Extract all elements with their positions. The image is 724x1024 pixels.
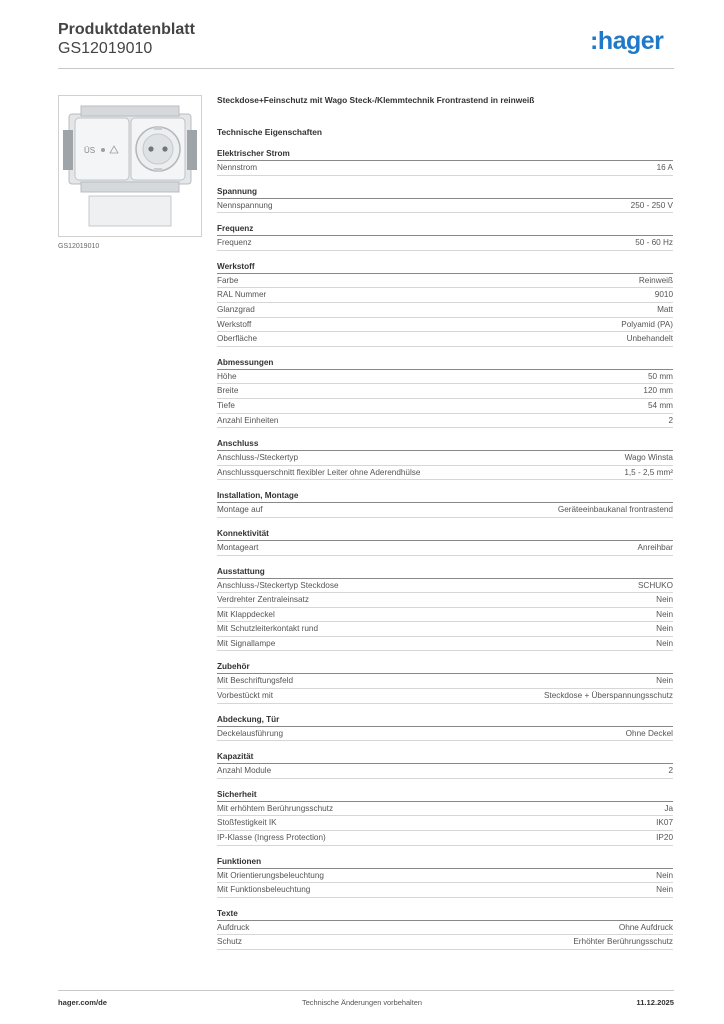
- property-row: [217, 622, 673, 637]
- property-row: [217, 161, 673, 176]
- property-value: Polyamid (PA): [621, 319, 673, 329]
- property-row: [217, 764, 673, 779]
- socket-illustration: [59, 96, 201, 236]
- property-value: 50 - 60 Hz: [635, 238, 673, 248]
- property-label: Mit Beschriftungsfeld: [217, 676, 293, 686]
- footer-website: hager.com/de: [58, 998, 107, 1007]
- property-groups: [217, 147, 673, 950]
- property-label: Nennstrom: [217, 163, 258, 172]
- property-label: Anzahl Einheiten: [217, 415, 279, 425]
- property-label: Mit erhöhtem Berührungsschutz: [217, 803, 334, 813]
- document-title: Produktdatenblatt: [58, 21, 195, 38]
- property-value: Steckdose + Überspannungsschutz: [543, 691, 673, 701]
- property-value: Ohne Deckel: [625, 728, 673, 738]
- group-title: Funktionen: [217, 855, 673, 869]
- property-label: Anzahl Module: [217, 766, 272, 776]
- property-value: 2: [668, 766, 673, 776]
- group-title: Ausstattung: [217, 565, 673, 579]
- specification-content: [217, 93, 673, 950]
- property-label: Verdrehter Zentraleinsatz: [217, 595, 309, 605]
- property-row: [217, 318, 673, 333]
- property-label: Vorbestückt mit: [217, 691, 273, 701]
- property-row: [217, 332, 673, 347]
- property-label: Stoßfestigkeit IK: [217, 818, 277, 828]
- property-label: Farbe: [217, 275, 239, 285]
- property-label: Tiefe: [217, 400, 235, 410]
- property-value: Unbehandelt: [626, 334, 673, 344]
- property-label: Mit Funktionsbeleuchtung: [217, 885, 311, 895]
- property-row: [217, 399, 673, 414]
- property-label: Aufdruck: [217, 922, 250, 932]
- property-value: Nein: [656, 609, 673, 619]
- property-value: Nein: [656, 885, 673, 895]
- property-value: Ohne Aufdruck: [618, 922, 673, 932]
- property-value: Nein: [656, 638, 673, 648]
- group-title: Texte: [217, 907, 673, 921]
- property-row: [217, 303, 673, 318]
- property-label: Nennspannung: [217, 200, 273, 210]
- property-value: Wago Winsta: [624, 453, 673, 463]
- image-label: ÜS: [84, 146, 96, 155]
- property-value: IP20: [656, 833, 673, 843]
- property-row: [217, 727, 673, 742]
- group-title: Konnektivität: [217, 527, 673, 541]
- property-value: Erhöhter Berührungsschutz: [573, 937, 673, 947]
- group-title: Spannung: [217, 185, 673, 199]
- property-value: Matt: [657, 304, 673, 314]
- product-image: [58, 95, 202, 237]
- group-title: Kapazität: [217, 750, 673, 764]
- group-title: Abdeckung, Tür: [217, 713, 673, 727]
- property-label: Breite: [217, 386, 239, 396]
- property-row: [217, 541, 673, 556]
- group-title: Installation, Montage: [217, 489, 673, 503]
- property-label: Anschluss-/Steckertyp: [217, 453, 298, 463]
- property-label: IP-Klasse (Ingress Protection): [217, 833, 326, 843]
- property-row: [217, 288, 673, 303]
- footer-disclaimer: Technische Änderungen vorbehalten: [302, 998, 422, 1007]
- property-value: 9010: [654, 290, 673, 300]
- property-row: [217, 608, 673, 623]
- property-value: IK07: [656, 818, 673, 828]
- property-label: Mit Klappdeckel: [217, 609, 275, 619]
- footer-divider: [58, 990, 674, 991]
- property-label: Mit Orientierungsbeleuchtung: [217, 870, 324, 880]
- property-label: Glanzgrad: [217, 304, 255, 314]
- property-value: Nein: [656, 595, 673, 605]
- header-divider: [58, 68, 674, 69]
- property-value: Nein: [656, 870, 673, 880]
- property-row: [217, 414, 673, 429]
- group-title: Frequenz: [217, 222, 673, 236]
- property-value: 16 A: [656, 163, 673, 172]
- property-value: 250 - 250 V: [630, 200, 673, 210]
- product-title: Steckdose+Feinschutz mit Wago Steck-/Klemmtechnik Frontrastend in reinweiß: [217, 95, 535, 105]
- property-value: 2: [668, 415, 673, 425]
- property-value: SCHUKO: [637, 580, 673, 590]
- property-label: Werkstoff: [217, 319, 252, 329]
- property-value: 1,5 - 2,5 mm²: [624, 467, 673, 477]
- property-row: [217, 274, 673, 289]
- property-row: [217, 384, 673, 399]
- group-title: Anschluss: [217, 437, 673, 451]
- property-label: Anschlussquerschnitt flexibler Leiter ohne Aderendhülse: [217, 467, 421, 477]
- property-label: Höhe: [217, 371, 237, 381]
- document-header: [58, 20, 195, 59]
- property-row: [217, 503, 673, 518]
- property-row: [217, 869, 673, 884]
- property-value: Nein: [656, 624, 673, 634]
- property-label: Mit Signallampe: [217, 638, 276, 648]
- property-value: 120 mm: [643, 386, 673, 396]
- property-label: Deckelausführung: [217, 728, 283, 738]
- footer-date: 11.12.2025: [636, 998, 674, 1007]
- property-row: [217, 593, 673, 608]
- property-row: [217, 451, 673, 466]
- property-row: [217, 802, 673, 817]
- property-row: [217, 637, 673, 652]
- property-label: Frequenz: [217, 238, 252, 248]
- property-row: [217, 199, 673, 214]
- property-row: [217, 466, 673, 481]
- property-label: Mit Schutzleiterkontakt rund: [217, 624, 319, 634]
- property-value: Nein: [656, 676, 673, 686]
- property-label: Schutz: [217, 937, 243, 947]
- property-value: Reinweiß: [638, 275, 673, 285]
- group-title: Zubehör: [217, 660, 673, 674]
- image-caption: GS12019010: [58, 243, 100, 250]
- hager-logo: [590, 27, 676, 57]
- property-label: Montageart: [217, 542, 259, 552]
- property-value: Ja: [664, 803, 673, 813]
- property-row: [217, 236, 673, 251]
- property-value: Anreihbar: [637, 542, 673, 552]
- property-label: Oberfläche: [217, 334, 258, 344]
- logo-text: :hager: [590, 27, 664, 55]
- property-label: Anschluss-/Steckertyp Steckdose: [217, 580, 339, 590]
- section-title: Technische Eigenschaften: [217, 127, 323, 137]
- property-row: [217, 935, 673, 950]
- property-row: [217, 883, 673, 898]
- property-value: Geräteeinbaukanal frontrastend: [557, 505, 673, 515]
- group-title: Sicherheit: [217, 788, 673, 802]
- group-title: Abmessungen: [217, 356, 673, 370]
- property-label: Montage auf: [217, 505, 263, 515]
- property-row: [217, 816, 673, 831]
- property-row: [217, 674, 673, 689]
- property-row: [217, 370, 673, 385]
- property-label: RAL Nummer: [217, 290, 267, 300]
- property-row: [217, 921, 673, 936]
- group-title: Werkstoff: [217, 260, 673, 274]
- property-row: [217, 831, 673, 846]
- property-row: [217, 579, 673, 594]
- property-row: [217, 689, 673, 704]
- property-value: 50 mm: [647, 371, 673, 381]
- group-title: Elektrischer Strom: [217, 147, 673, 161]
- property-value: 54 mm: [647, 400, 673, 410]
- product-code: GS12019010: [58, 40, 153, 57]
